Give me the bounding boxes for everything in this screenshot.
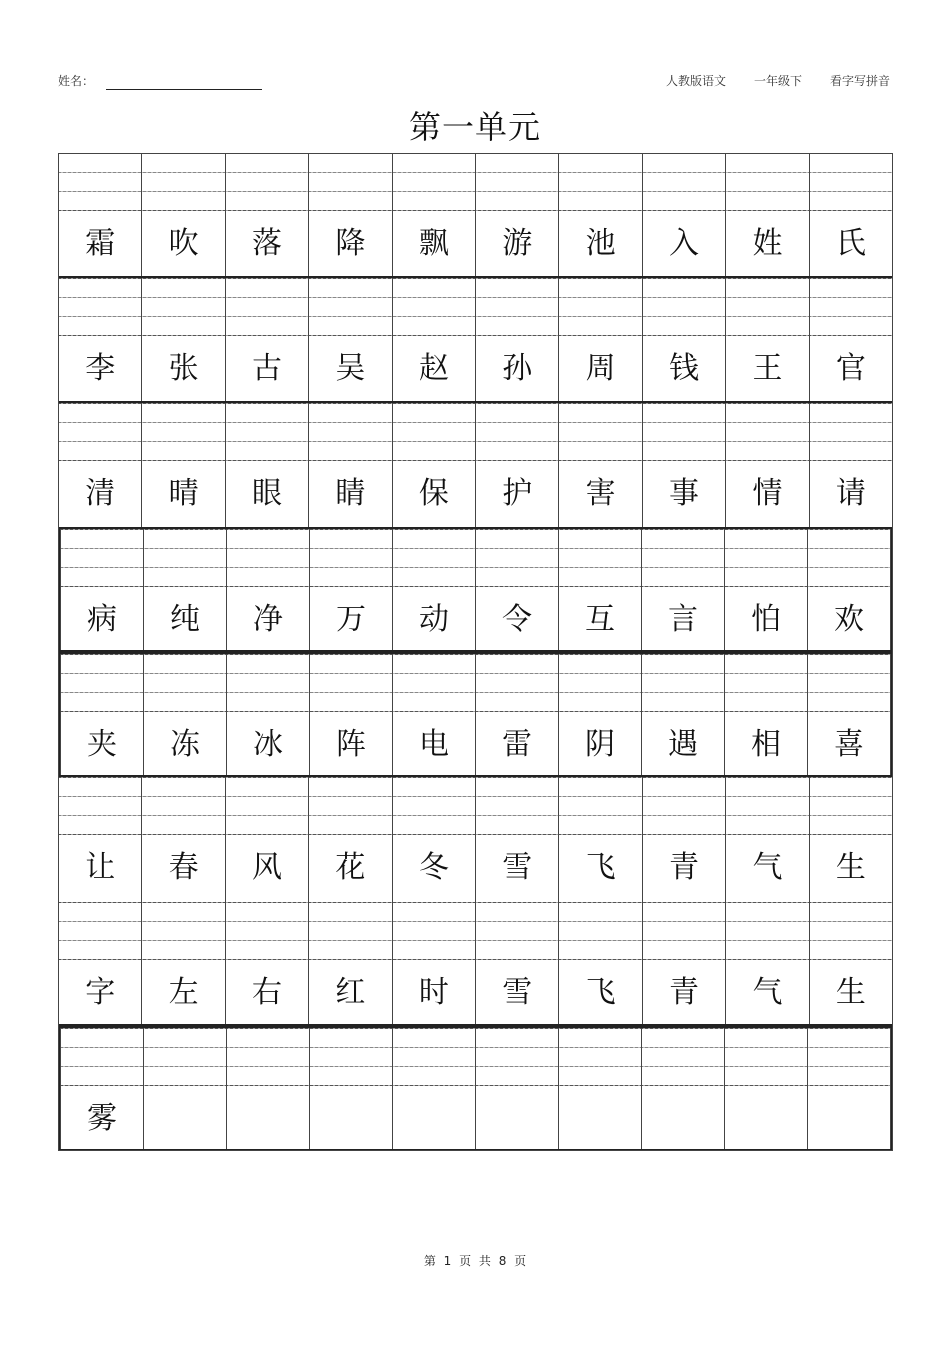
hanzi-character: 纯 — [170, 602, 200, 638]
grid-row — [58, 278, 893, 403]
page-title: 第一单元 — [408, 108, 541, 146]
hanzi-character: 春 — [168, 849, 199, 885]
grid-cell[interactable] — [558, 777, 641, 902]
hanzi-character: 生 — [835, 849, 866, 885]
hanzi-character: 病 — [87, 602, 117, 638]
grid-cell[interactable] — [225, 153, 308, 276]
hanzi-character: 钱 — [669, 350, 700, 386]
hanzi-character: 赵 — [418, 350, 449, 386]
hanzi-character: 降 — [335, 226, 366, 261]
name-label: 姓名： — [58, 74, 95, 88]
hanzi-character: 雾 — [87, 1101, 117, 1137]
grid-cell[interactable] — [475, 777, 558, 902]
hanzi-character: 冰 — [253, 727, 283, 762]
grid-cell[interactable] — [60, 529, 143, 650]
grid-cell[interactable] — [809, 403, 893, 528]
hanzi-character: 动 — [419, 602, 449, 638]
hanzi-character: 官 — [835, 350, 866, 386]
hanzi-character: 欢 — [834, 602, 864, 638]
grid-row — [58, 652, 893, 777]
grid-row — [58, 1026, 893, 1151]
hanzi-character: 周 — [585, 350, 616, 386]
grid-cell[interactable] — [141, 403, 224, 528]
grid-cell[interactable] — [392, 654, 475, 775]
hanzi-character: 落 — [252, 226, 283, 261]
grid-cell[interactable] — [558, 1028, 641, 1149]
hanzi-character: 游 — [502, 226, 533, 261]
grid-cell[interactable] — [141, 777, 224, 902]
grid-cell[interactable] — [724, 654, 807, 775]
hanzi-character: 雪 — [502, 849, 533, 885]
hanzi-character: 时 — [418, 974, 449, 1010]
hanzi-character: 电 — [419, 727, 449, 762]
hanzi-character: 青 — [669, 849, 700, 885]
grid-cell[interactable] — [475, 902, 558, 1025]
grid-cell[interactable] — [641, 1028, 724, 1149]
grid-cell[interactable] — [807, 529, 891, 650]
hanzi-character: 飞 — [585, 849, 616, 885]
hanzi-character: 互 — [585, 602, 615, 638]
grid-cell[interactable] — [807, 654, 891, 775]
hanzi-character: 言 — [668, 602, 698, 638]
grid-cell[interactable] — [225, 777, 308, 902]
grid-cell[interactable] — [642, 777, 725, 902]
hanzi-character: 氏 — [835, 226, 866, 261]
grid-cell[interactable] — [392, 153, 475, 276]
grid-row — [58, 777, 893, 902]
grid-row — [58, 527, 893, 652]
grid-cell[interactable] — [642, 153, 725, 276]
header-meta — [666, 72, 890, 89]
grade-label: 一年级下 — [753, 74, 802, 88]
grid-cell[interactable] — [475, 654, 558, 775]
grid-cell[interactable] — [558, 278, 641, 401]
grid-cell[interactable] — [58, 403, 141, 528]
hanzi-character: 喜 — [834, 727, 864, 762]
hanzi-character: 请 — [835, 475, 866, 511]
page-header — [58, 72, 890, 92]
hanzi-character: 字 — [85, 974, 116, 1010]
grid-cell[interactable] — [809, 278, 893, 401]
hanzi-character: 令 — [502, 602, 532, 638]
grid-cell[interactable] — [641, 529, 724, 650]
grid-cell[interactable] — [225, 278, 308, 401]
grid-cell[interactable] — [141, 278, 224, 401]
hanzi-character: 花 — [335, 849, 366, 885]
hanzi-character: 飘 — [418, 226, 449, 261]
grid-cell[interactable] — [308, 403, 391, 528]
hanzi-character: 吴 — [335, 350, 366, 386]
grid-cell[interactable] — [809, 902, 893, 1025]
grid-cell[interactable] — [226, 529, 309, 650]
grid-cell[interactable] — [642, 902, 725, 1025]
hanzi-character: 李 — [85, 350, 116, 386]
hanzi-character: 夹 — [87, 727, 117, 762]
grid-cell[interactable] — [475, 529, 558, 650]
hanzi-character: 情 — [752, 475, 783, 511]
grid-cell[interactable] — [143, 529, 226, 650]
page-number: 第 1 页 共 8 页 — [423, 1254, 527, 1268]
hanzi-character: 生 — [835, 974, 866, 1010]
grid-cell[interactable] — [58, 902, 141, 1025]
grid-cell[interactable] — [308, 153, 391, 276]
grid-cell[interactable] — [141, 153, 224, 276]
grid-cell[interactable] — [809, 777, 893, 902]
grid-cell[interactable] — [309, 1028, 392, 1149]
grid-cell[interactable] — [58, 777, 141, 902]
character-grid — [58, 153, 893, 1151]
grid-cell[interactable] — [807, 1028, 891, 1149]
hanzi-character: 霜 — [85, 226, 116, 261]
grid-cell[interactable] — [392, 529, 475, 650]
grid-cell[interactable] — [392, 777, 475, 902]
grid-cell[interactable] — [392, 1028, 475, 1149]
hanzi-character: 红 — [335, 974, 366, 1010]
hanzi-character: 保 — [418, 475, 449, 511]
hanzi-character: 吹 — [168, 226, 199, 261]
hanzi-character: 清 — [85, 475, 116, 511]
hanzi-character: 气 — [752, 849, 783, 885]
hanzi-character: 万 — [336, 602, 366, 638]
grid-cell[interactable] — [308, 902, 391, 1025]
grid-cell[interactable] — [60, 654, 143, 775]
grid-cell[interactable] — [475, 1028, 558, 1149]
grid-cell[interactable] — [141, 902, 224, 1025]
exercise-label: 看字写拼音 — [829, 74, 890, 88]
publisher-label: 人教版语文 — [665, 74, 726, 88]
hanzi-character: 害 — [585, 475, 616, 511]
grid-cell[interactable] — [143, 654, 226, 775]
hanzi-character: 左 — [168, 974, 199, 1010]
hanzi-character: 眼 — [252, 475, 283, 511]
grid-cell[interactable] — [642, 403, 725, 528]
hanzi-character: 净 — [253, 602, 283, 638]
grid-cell[interactable] — [392, 403, 475, 528]
grid-cell[interactable] — [725, 403, 808, 528]
hanzi-character: 阴 — [585, 727, 615, 762]
grid-cell[interactable] — [58, 278, 141, 401]
grid-cell[interactable] — [558, 529, 641, 650]
grid-cell[interactable] — [725, 777, 808, 902]
hanzi-character: 右 — [252, 974, 283, 1010]
hanzi-character: 怕 — [751, 602, 781, 638]
grid-cell[interactable] — [226, 654, 309, 775]
hanzi-character: 雷 — [502, 727, 532, 762]
grid-cell[interactable] — [475, 403, 558, 528]
hanzi-character: 张 — [168, 350, 199, 386]
grid-cell[interactable] — [809, 153, 893, 276]
hanzi-character: 冬 — [418, 849, 449, 885]
hanzi-character: 气 — [752, 974, 783, 1010]
grid-cell[interactable] — [225, 403, 308, 528]
grid-cell[interactable] — [143, 1028, 226, 1149]
grid-cell[interactable] — [308, 777, 391, 902]
hanzi-character: 池 — [585, 226, 616, 261]
grid-cell[interactable] — [725, 902, 808, 1025]
grid-cell[interactable] — [226, 1028, 309, 1149]
grid-cell[interactable] — [60, 1028, 143, 1149]
grid-cell[interactable] — [642, 278, 725, 401]
grid-cell[interactable] — [475, 278, 558, 401]
hanzi-character: 风 — [252, 849, 283, 885]
hanzi-character: 阵 — [336, 727, 366, 762]
hanzi-character: 孙 — [502, 350, 533, 386]
hanzi-character: 飞 — [585, 974, 616, 1010]
grid-cell[interactable] — [558, 153, 641, 276]
grid-cell[interactable] — [558, 902, 641, 1025]
hanzi-character: 入 — [669, 226, 700, 261]
name-input-line[interactable] — [106, 89, 262, 90]
grid-cell[interactable] — [725, 153, 808, 276]
hanzi-character: 事 — [669, 475, 700, 511]
hanzi-character: 晴 — [168, 475, 199, 511]
grid-row — [58, 902, 893, 1027]
grid-cell[interactable] — [309, 654, 392, 775]
hanzi-character: 相 — [751, 727, 781, 762]
hanzi-character: 王 — [752, 350, 783, 386]
grid-cell[interactable] — [724, 1028, 807, 1149]
grid-cell[interactable] — [58, 153, 141, 276]
grid-row — [58, 153, 893, 278]
grid-cell[interactable] — [558, 403, 641, 528]
grid-row — [58, 403, 893, 528]
hanzi-character: 冻 — [170, 727, 200, 762]
grid-cell[interactable] — [641, 654, 724, 775]
hanzi-character: 遇 — [668, 727, 698, 762]
hanzi-character: 睛 — [335, 475, 366, 511]
grid-cell[interactable] — [724, 529, 807, 650]
hanzi-character: 青 — [669, 974, 700, 1010]
hanzi-character: 护 — [502, 475, 533, 511]
grid-cell[interactable] — [392, 902, 475, 1025]
hanzi-character: 让 — [85, 849, 116, 885]
hanzi-character: 姓 — [752, 226, 783, 261]
grid-cell[interactable] — [475, 153, 558, 276]
grid-cell[interactable] — [725, 278, 808, 401]
grid-cell[interactable] — [225, 902, 308, 1025]
grid-cell[interactable] — [308, 278, 391, 401]
hanzi-character: 古 — [252, 350, 283, 386]
grid-cell[interactable] — [309, 529, 392, 650]
hanzi-character: 雪 — [502, 974, 533, 1010]
grid-cell[interactable] — [558, 654, 641, 775]
grid-cell[interactable] — [392, 278, 475, 401]
